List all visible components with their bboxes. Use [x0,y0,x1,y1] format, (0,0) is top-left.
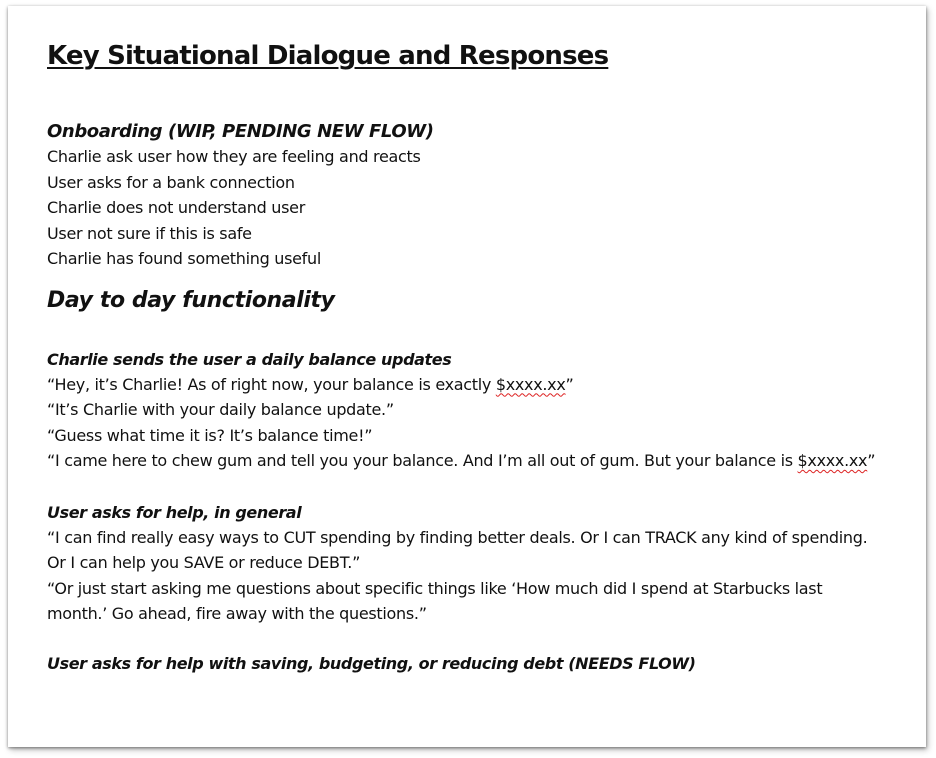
list-item: User asks for a bank connection [47,172,295,192]
dialogue-paragraph: “I can find really easy ways to CUT spending by finding better deals. Or I can TRACK any kind of spending. Or I can help you SAVE or reduce DEBT.” [47,527,868,572]
dialogue-line [47,448,877,474]
balance-placeholder: $xxxx.xx [797,451,868,470]
dialogue-line: “It’s Charlie with your daily balance update.” [47,400,394,419]
day-to-day-heading: Day to day functionality [47,287,335,313]
dialogue-paragraph: “Or just start asking me questions about specific things like ‘How much did I spend at Starbucks last month.’ Go ahead, fire away with the questions.” [47,578,823,623]
onboarding-heading: Onboarding (WIP, PENDING NEW FLOW) [47,121,434,142]
list-item: Charlie ask user how they are feeling and reacts [47,147,421,166]
dialogue-line [47,372,926,398]
balance-placeholder: $xxxx.xx [495,374,566,394]
document-page [8,6,926,747]
help-saving-heading: User asks for help with saving, budgeting, or reducing debt (NEEDS FLOW) [47,653,696,673]
dialogue-text: “I came here to chew gum and tell you your balance. And I’m all out of gum. But your balance is [47,451,798,470]
dialogue-text: “Hey, it’s Charlie! As of right now, your balance is exactly [47,374,496,394]
list-item: Charlie does not understand user [47,198,305,217]
daily-balance-heading: Charlie sends the user a daily balance updates [47,349,452,369]
onboarding-list [47,144,926,272]
list-item: User not sure if this is safe [47,223,252,243]
dialogue-line: “Guess what time it is? It’s balance time!” [47,425,373,445]
dialogue-text: ” [867,451,876,470]
list-item: Charlie has found something useful [47,249,321,268]
document-title: Key Situational Dialogue and Responses [47,41,609,71]
help-general-heading: User asks for help, in general [47,502,302,522]
dialogue-text: ” [565,374,574,394]
